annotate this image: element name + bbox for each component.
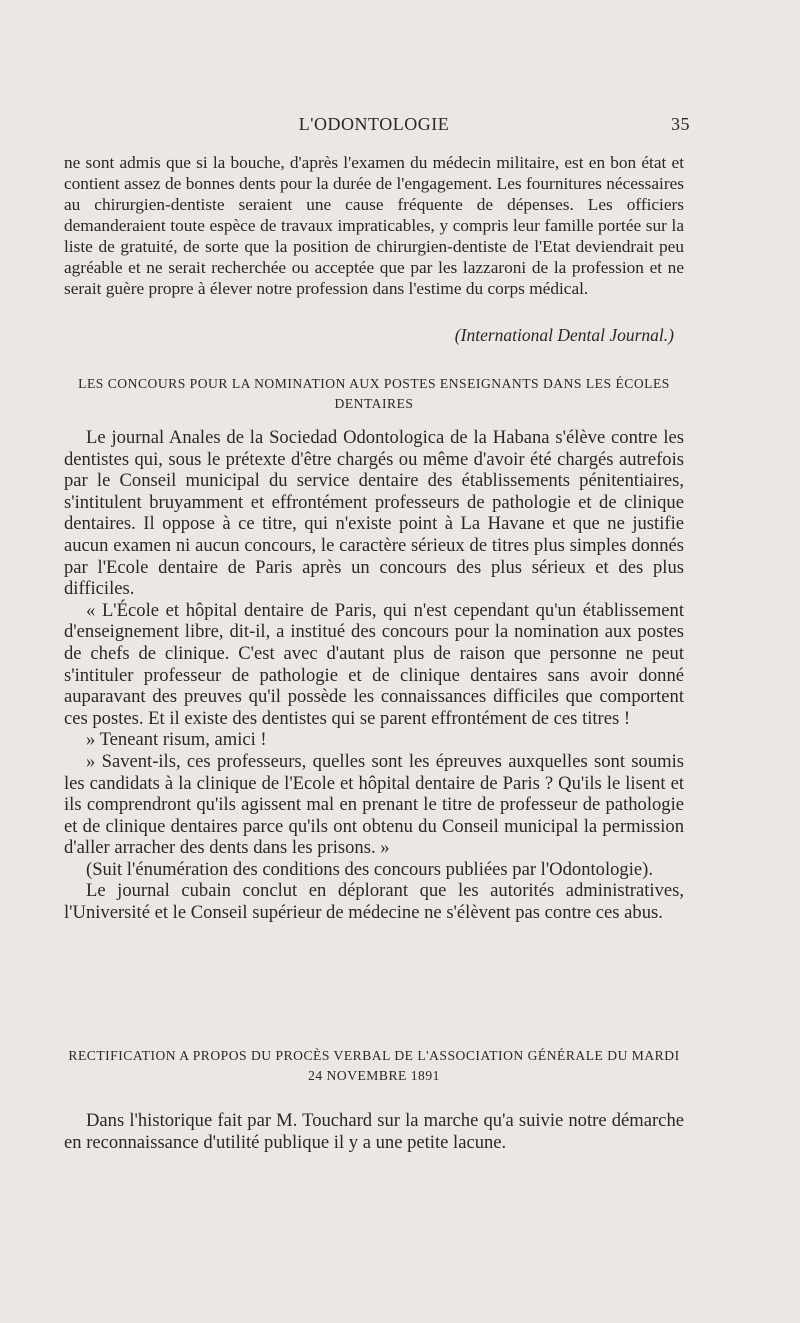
section-heading-rectification: RECTIFICATION A PROPOS DU PROCÈS VERBAL DE L'ASSOCIATION GÉNÉRALE DU MARDI 24 NOVEMBRE 1891 [68, 1048, 680, 1083]
paragraph: Le journal cubain conclut en déplorant que les autorités administratives, l'Université et le Conseil supérieur de médecine ne s'élèvent pas contre ces abus. [64, 880, 684, 924]
paragraph: « L'École et hôpital dentaire de Paris, qui n'est cependant qu'un établissement d'enseignement libre, dit-il, a institué des concours pour la nomination aux postes de chefs de clinique. C'est avec d'autant plus de raison que personne ne peut s'intituler professeur de pathologie et de clinique dentaires sans avoir donné auparavant des preuves qu'il possède les connaissances difficiles que comportent ces postes. Et il existe des dentistes qui se parent effrontément de ces titres ! [64, 599, 684, 729]
section-body-rectification [64, 1110, 684, 1153]
paragraph: » Teneant risum, amici ! [86, 729, 267, 751]
section-body-concours [64, 427, 684, 924]
paragraph: Dans l'historique fait par M. Touchard sur la marche qu'a suivie notre démarche en reconnaissance d'utilité publique il y a une petite lacune. [64, 1110, 684, 1153]
paragraph: Le journal Anales de la Sociedad Odontologica de la Habana s'élève contre les dentistes qui, sous le prétexte d'être chargés ou même d'avoir été chargés autrefois par le Conseil municipal du service dentaire des établissements pénitentiaires, s'intitulent bruyamment et effrontément professeurs de pathologie et de clinique dentaires. Il oppose à ce titre, qui n'existe point à La Havane et que ne justifie aucun examen ni aucun concours, le caractère sérieux de titres plus simples donnés par l'Ecole dentaire de Paris après un concours des plus sérieux et des plus difficiles. [64, 427, 684, 600]
citation: (International Dental Journal.) [454, 325, 674, 345]
paragraph: (Suit l'énumération des conditions des concours publiées par l'Odontologie). [86, 858, 653, 880]
paragraph: » Savent-ils, ces professeurs, quelles sont les épreuves auxquelles sont soumis les candidats à la clinique de l'Ecole et hôpital dentaire de Paris ? Qu'ils le lisent et ils comprendront qu'ils agissent mal en prenant le titre de professeur de pathologie et de clinique dentaires parce qu'ils ont obtenu du Conseil municipal la permission d'aller arracher des dents dans les prisons. » [64, 750, 684, 859]
page-number: 35 [671, 114, 690, 134]
intro-paragraph: ne sont admis que si la bouche, d'après l'examen du médecin militaire, est en bon état et contient assez de bonnes dents pour la durée de l'engagement. Les fournitures nécessaires au chirurgien-dentiste seraient une cause fréquente de dépenses. Les officiers demanderaient toute espèce de travaux impraticables, y compris leur famille portée sur la liste de gratuité, de sorte que la position de chirurgien-dentiste de l'Etat deviendrait peu agréable et ne serait recherchée ou acceptée que par les lazzaroni de la profession et ne serait guère propre à élever notre profession dans l'estime du corps médical. [64, 153, 684, 298]
running-title: L'ODONTOLOGIE [298, 114, 450, 134]
section-heading-concours: LES CONCOURS POUR LA NOMINATION AUX POSTES ENSEIGNANTS DANS LES ÉCOLES DENTAIRES [78, 376, 670, 411]
intro-text [64, 152, 684, 299]
